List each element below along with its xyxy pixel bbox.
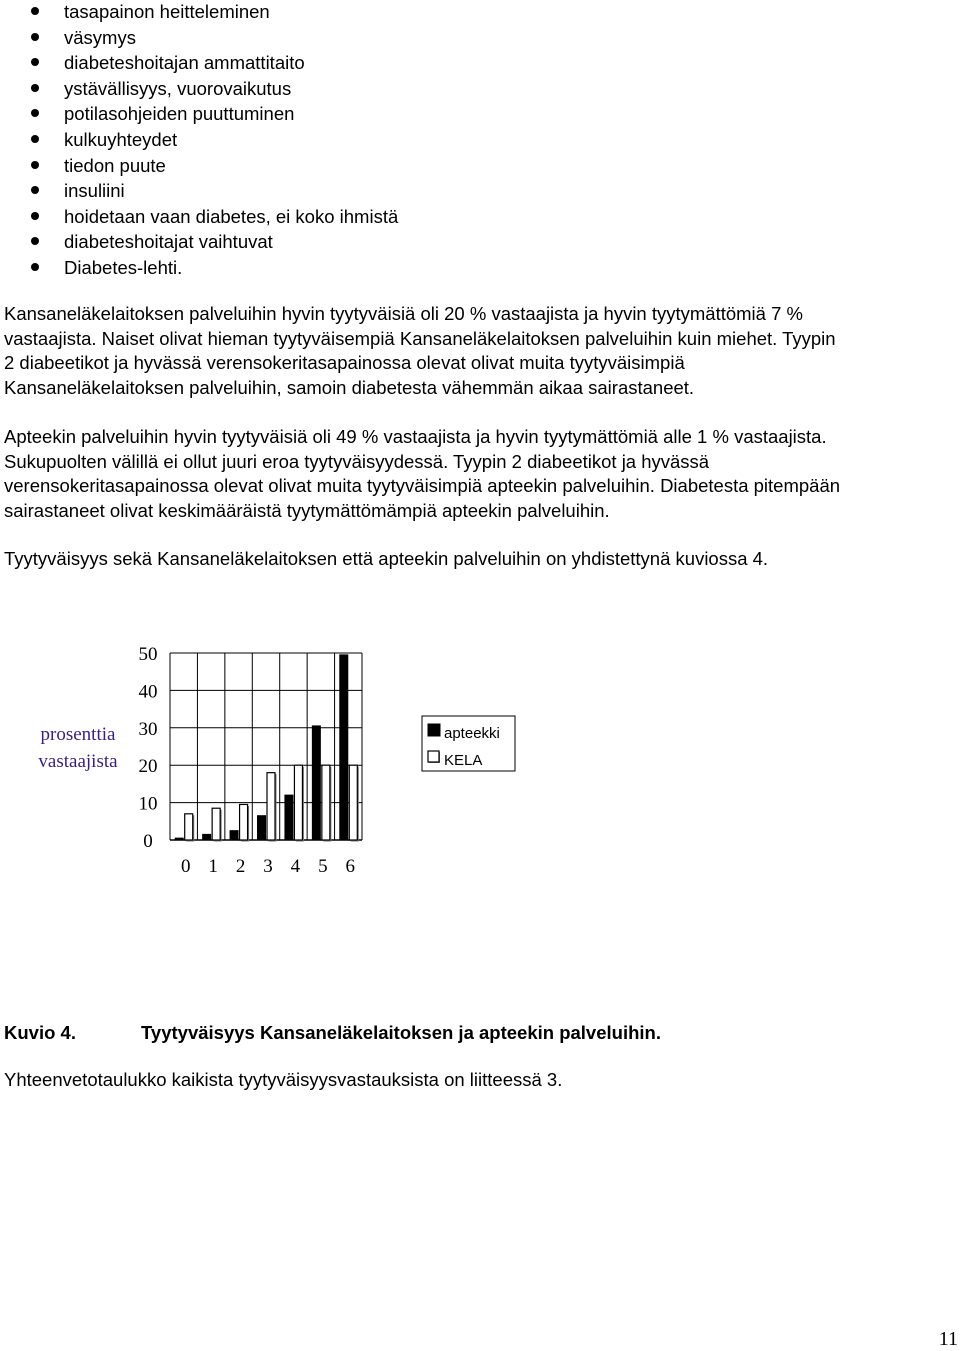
- bullet-icon: [31, 33, 39, 41]
- bar-apteekki: [312, 726, 320, 840]
- paragraph-apteekki: [4, 425, 840, 523]
- legend-label-kela: KELA: [444, 752, 483, 769]
- bar-apteekki: [175, 838, 183, 840]
- bar-apteekki: [258, 816, 266, 840]
- list-item: [0, 51, 398, 77]
- paragraph-line: Tyytyväisyys sekä Kansaneläkelaitoksen että apteekin palveluihin on yhdistettynä kuviossa 4.: [4, 548, 769, 569]
- x-tick-label: 0: [180, 856, 191, 877]
- y-tick-label: 0: [143, 831, 153, 852]
- paragraph-combined: [4, 547, 768, 572]
- bullet-list: [0, 0, 398, 282]
- paragraph-line: vastaajista. Naiset olivat hieman tyytyväisempiä Kansaneläkelaitoksen palveluihin kuin miehet. Tyypin: [4, 327, 836, 349]
- bar-chart: [0, 620, 960, 940]
- summary-text: Yhteenvetotaulukko kaikista tyytyväisyysvastauksista on liitteessä 3.: [4, 1069, 563, 1090]
- caption-label: Kuvio 4.: [4, 1022, 76, 1043]
- list-item: [0, 205, 398, 231]
- y-tick-label: 20: [138, 756, 158, 778]
- y-axis-label: vastaajista: [38, 751, 118, 772]
- list-item-text: väsymys: [64, 26, 136, 48]
- list-item-text: tiedon puute: [64, 154, 166, 176]
- y-tick-label: 50: [138, 644, 158, 665]
- list-item-text: diabeteshoitajat vaihtuvat: [64, 231, 273, 253]
- bullet-icon: [31, 237, 39, 245]
- paragraph-line: Kansaneläkelaitoksen palveluihin, samoin diabetesta vähemmän aikaa sairastaneet.: [4, 376, 695, 398]
- x-tick-label: 2: [235, 856, 246, 877]
- bullet-icon: [31, 212, 39, 220]
- list-item-text: diabeteshoitajan ammattitaito: [64, 52, 305, 74]
- list-item-text: kulkuyhteydet: [64, 128, 178, 150]
- bar-apteekki: [203, 834, 211, 840]
- list-item: [0, 154, 398, 180]
- bar-kela: [349, 765, 357, 840]
- figure-caption: [4, 1021, 661, 1045]
- y-tick-label: 10: [138, 793, 158, 815]
- bullet-icon: [31, 161, 39, 169]
- bullet-icon: [31, 186, 39, 194]
- x-tick-label: 3: [263, 856, 273, 877]
- plot-area: [170, 653, 362, 840]
- bar-kela: [240, 804, 248, 840]
- bullet-icon: [31, 7, 39, 15]
- list-item: [0, 128, 398, 154]
- list-item-text: hoidetaan vaan diabetes, ei koko ihmistä: [64, 205, 399, 227]
- bar-kela: [267, 773, 275, 840]
- paragraph-line: Apteekin palveluihin hyvin tyytyväisiä oli 49 % vastaajista ja hyvin tyytymättömiä alle 1 % vastaajista.: [4, 426, 827, 447]
- bullet-icon: [31, 84, 39, 92]
- bar-kela: [294, 765, 302, 840]
- paragraph-line: Kansaneläkelaitoksen palveluihin hyvin tyytyväisiä oli 20 % vastaajista ja hyvin tyytymättömiä 7 %: [4, 303, 803, 324]
- bar-kela: [212, 808, 220, 840]
- legend-label-apteekki: apteekki: [444, 725, 500, 742]
- list-item: [0, 179, 398, 205]
- bullet-icon: [31, 58, 39, 66]
- list-item: [0, 230, 398, 256]
- paragraph-line: verensokeritasapainossa olevat olivat muita tyytyväisimpiä apteekin palveluihin. Diabetesta pitempään: [4, 475, 841, 496]
- list-item: [0, 256, 398, 282]
- paragraph-kela: [4, 302, 836, 400]
- bullet-icon: [31, 109, 39, 117]
- legend-swatch-apteekki: [428, 724, 440, 736]
- list-item: [0, 26, 398, 52]
- list-item-text: insuliini: [64, 180, 125, 202]
- caption-title: Tyytyväisyys Kansaneläkelaitoksen ja apteekin palveluihin.: [141, 1022, 661, 1043]
- bar-kela: [322, 765, 330, 840]
- y-tick-label: 30: [138, 718, 158, 740]
- list-item: [0, 77, 398, 103]
- x-tick-label: 4: [290, 856, 301, 877]
- bar-apteekki: [285, 795, 293, 840]
- list-item-text: ystävällisyys, vuorovaikutus: [64, 77, 292, 99]
- list-item-text: potilasohjeiden puuttuminen: [64, 103, 295, 125]
- list-item-text: tasapainon heitteleminen: [64, 1, 270, 22]
- paragraph-line: 2 diabeetikot ja hyvässä verensokeritasapainossa olevat olivat muita tyytyväisimpiä: [4, 352, 685, 373]
- legend-swatch-kela: [428, 751, 439, 762]
- bar-apteekki: [340, 655, 348, 840]
- paragraph-line: sairastaneet olivat keskimääräistä tyytymättömämpiä apteekin palveluihin.: [4, 499, 610, 521]
- y-tick-label: 40: [138, 681, 158, 703]
- list-item: [0, 0, 398, 26]
- x-tick-label: 6: [345, 856, 356, 877]
- paragraph-line: Sukupuolten välillä ei ollut juuri eroa tyytyväisyydessä. Tyypin 2 diabeetikot ja hyvässä: [4, 450, 710, 472]
- y-axis-label: prosenttia: [40, 724, 116, 745]
- bullet-icon: [31, 135, 39, 143]
- page-number: 11: [938, 1328, 958, 1350]
- figure-chart: [0, 620, 960, 940]
- list-item-text: Diabetes-lehti.: [64, 256, 183, 278]
- bullet-icon: [31, 263, 39, 271]
- x-tick-label: 5: [318, 856, 328, 877]
- bar-kela: [185, 814, 193, 840]
- x-tick-label: 1: [208, 856, 218, 877]
- bar-apteekki: [230, 831, 238, 840]
- list-item: [0, 102, 398, 128]
